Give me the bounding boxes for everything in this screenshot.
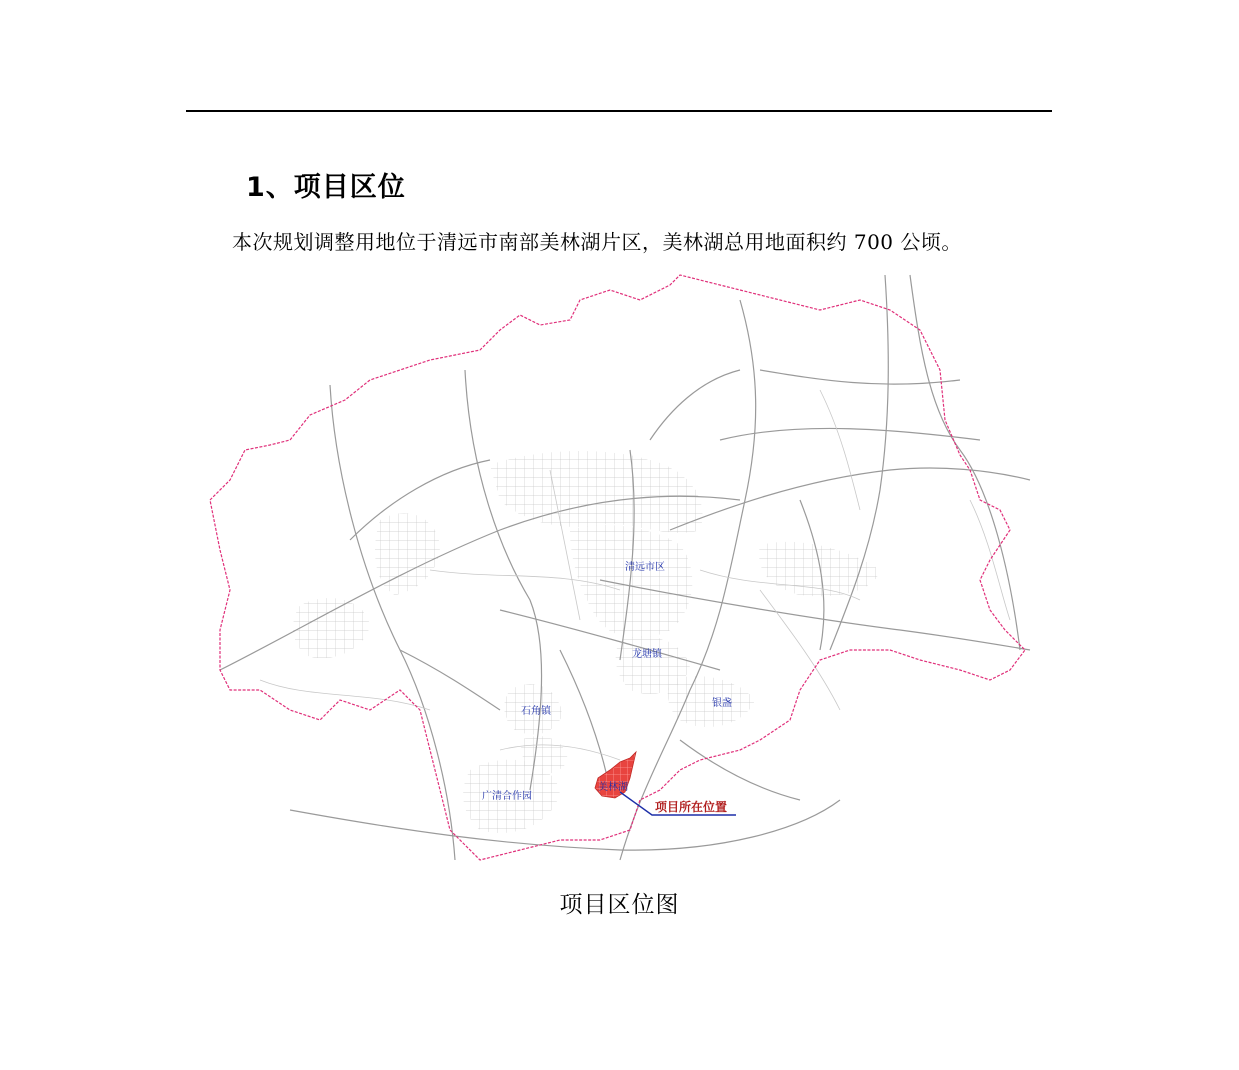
header-rule (186, 110, 1052, 112)
section-heading: 1、项目区位 (246, 172, 406, 203)
urban-areas (293, 451, 880, 833)
label-longtang: 龙塘镇 (632, 649, 662, 660)
intro-paragraph: 本次规划调整用地位于清远市南部美林湖片区，美林湖总用地面积约 700 公顷。 (232, 230, 962, 254)
label-shijiao: 石角镇 (521, 706, 551, 717)
location-map (200, 270, 1040, 870)
figure-caption: 项目区位图 (559, 892, 680, 918)
callout-project-location: 项目所在位置 (655, 800, 728, 814)
label-meilin: 美林湖 (598, 782, 628, 793)
label-guangqing: 广清合作园 (482, 791, 532, 802)
label-yinzhan: 银盏 (712, 698, 732, 709)
label-qingyuan: 清远市区 (625, 562, 665, 573)
map-canvas (200, 270, 1040, 870)
